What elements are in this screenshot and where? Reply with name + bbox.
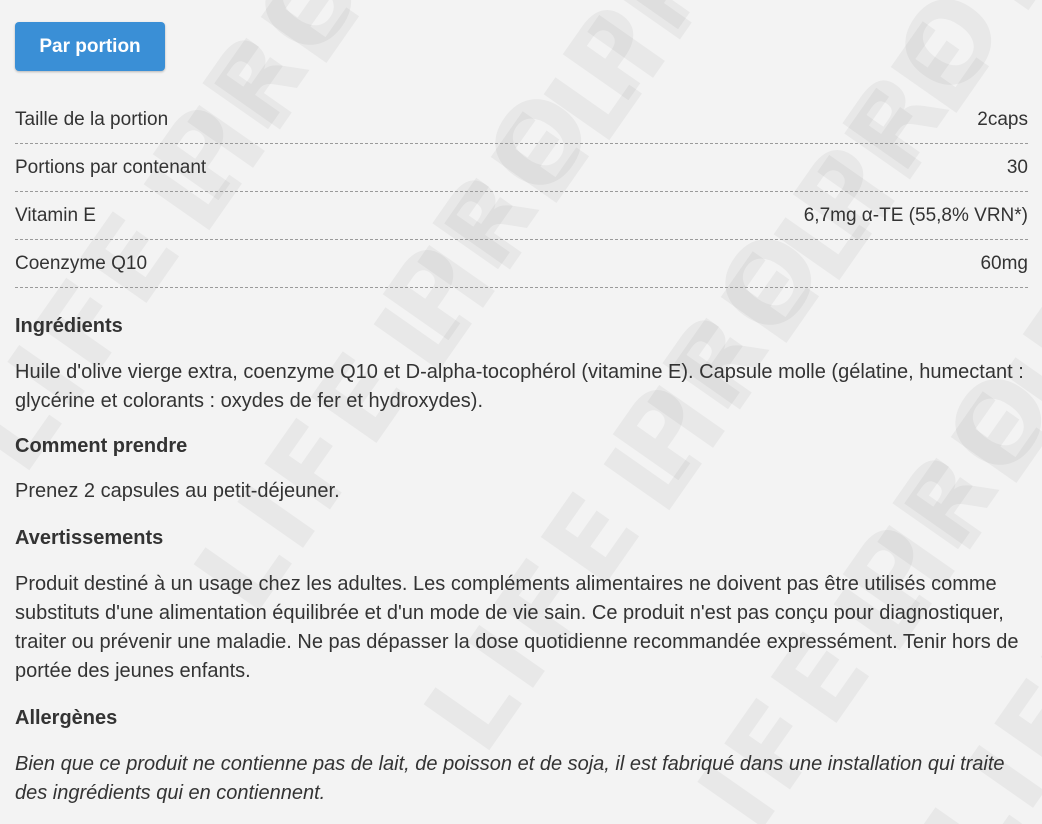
nutrition-row xyxy=(15,240,1028,288)
how-to-take-heading: Comment prendre xyxy=(15,435,188,457)
tab-per-portion[interactable]: Par portion xyxy=(15,22,165,71)
nutrition-label: Coenzyme Q10 xyxy=(15,252,148,274)
nutrition-value: 6,7mg α-TE (55,8% VRN*) xyxy=(803,204,1028,226)
nutrition-row xyxy=(15,96,1028,144)
allergens-text: Bien que ce produit ne contienne pas de lait, de poisson et de soja, il est fabriqué dans une installation qui traite des ingrédients qui en contiennent. xyxy=(15,753,1005,804)
allergens-heading: Allergènes xyxy=(15,707,118,729)
nutrition-value: 30 xyxy=(1006,156,1028,178)
ingredients-text: Huile d'olive vierge extra, coenzyme Q10 et D-alpha-tocophérol (vitamine E). Capsule molle (gélatine, humectant : glycérine et colorants : oxydes de fer et hydroxydes). xyxy=(15,361,1024,412)
nutrition-row xyxy=(15,144,1028,192)
ingredients-heading: Ingrédients xyxy=(15,315,123,337)
nutrition-label: Vitamin E xyxy=(15,204,96,226)
warnings-text: Produit destiné à un usage chez les adultes. Les compléments alimentaires ne doivent pas être utilisés comme substituts d'une alimentation équilibrée et d'un mode de vie sain. Ce produit n'est pas conçu pour diagnostiquer, traiter ou prévenir une maladie. Ne pas dépasser la dose quotidienne recommandée expressément. Tenir hors de portée des jeunes enfants. xyxy=(15,573,1019,682)
nutrition-label: Portions par contenant xyxy=(15,156,207,178)
warnings-heading: Avertissements xyxy=(15,527,164,549)
nutrition-value: 2caps xyxy=(977,108,1028,130)
nutrition-label: Taille de la portion xyxy=(15,108,169,130)
product-details xyxy=(15,312,1030,808)
how-to-take-text: Prenez 2 capsules au petit-déjeuner. xyxy=(15,480,340,502)
nutrition-table xyxy=(15,96,1028,288)
nutrition-value: 60mg xyxy=(980,252,1028,274)
nutrition-row xyxy=(15,192,1028,240)
